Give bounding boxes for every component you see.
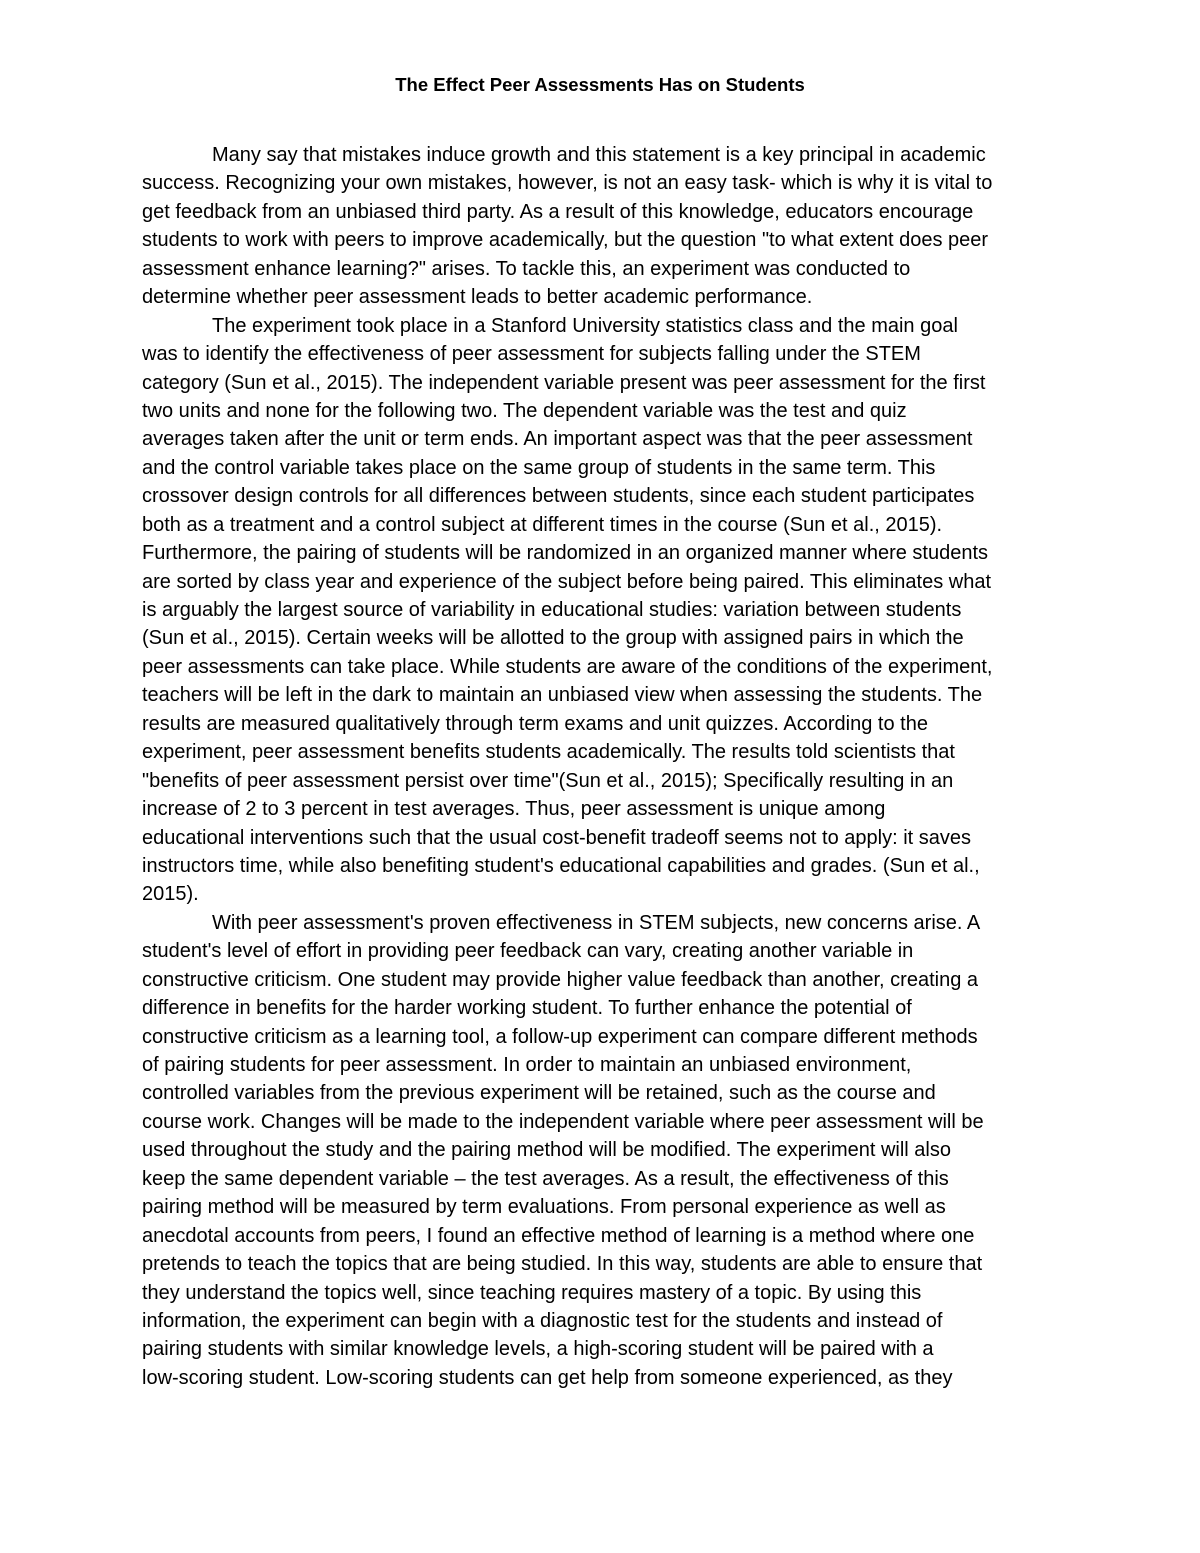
paragraph-1-line-4: students to work with peers to improve academically, but the question "to what extent does peer: [142, 229, 989, 252]
paragraph-3-line-17: low-scoring student. Low-scoring students can get help from someone experienced, as they: [142, 1366, 953, 1389]
paragraph-2-line-20: instructors time, while also benefiting student's educational capabilities and grades. (Sun et al.,: [142, 854, 980, 877]
paragraph-3-line-4: difference in benefits for the harder working student. To further enhance the potential of: [142, 997, 912, 1020]
paragraph-2-line-3: category (Sun et al., 2015). The independent variable present was peer assessment for the first: [142, 371, 986, 394]
paragraph-3-line-3: constructive criticism. One student may provide higher value feedback than another, creating a: [142, 968, 979, 991]
paragraph-3-line-11: pairing method will be measured by term evaluations. From personal experience as well as: [142, 1196, 946, 1219]
paragraph-1-line-6: determine whether peer assessment leads to better academic performance.: [142, 286, 813, 309]
paragraph-3-line-14: they understand the topics well, since teaching requires mastery of a topic. By using this: [142, 1281, 922, 1304]
paragraph-2-line-8: both as a treatment and a control subject at different times in the course (Sun et al., 2015).: [142, 513, 943, 536]
paragraph-3-line-13: pretends to teach the topics that are being studied. In this way, students are able to ensure that: [142, 1253, 983, 1276]
paragraph-2-line-13: peer assessments can take place. While students are aware of the conditions of the experiment,: [142, 655, 993, 678]
paragraph-1-line-2: success. Recognizing your own mistakes, however, is not an easy task- which is why it is vital to: [142, 172, 993, 195]
paragraph-2-line-15: results are measured qualitatively through term exams and unit quizzes. According to the: [142, 712, 928, 735]
paragraph-2-line-7: crossover design controls for all differences between students, since each student participates: [142, 485, 975, 508]
paragraph-2-line-12: (Sun et al., 2015). Certain weeks will be allotted to the group with assigned pairs in which the: [142, 627, 964, 650]
paragraph-3-line-2: student's level of effort in providing peer feedback can vary, creating another variable in: [142, 940, 914, 963]
paragraph-2-line-11: is arguably the largest source of variability in educational studies: variation between students: [142, 599, 962, 621]
paragraph-1-line-1: Many say that mistakes induce growth and this statement is a key principal in academic: [212, 144, 986, 166]
paragraph-3-line-9: used throughout the study and the pairing method will be modified. The experiment will also: [142, 1139, 951, 1162]
paragraph-2-line-5: averages taken after the unit or term ends. An important aspect was that the peer assessment: [142, 428, 973, 451]
paragraph-2-line-1: The experiment took place in a Stanford University statistics class and the main goal: [212, 314, 958, 337]
paragraph-3-line-16: pairing students with similar knowledge levels, a high-scoring student will be paired with a: [142, 1338, 934, 1361]
paragraph-3-line-7: controlled variables from the previous experiment will be retained, such as the course and: [142, 1082, 936, 1105]
paragraph-3-line-1: With peer assessment's proven effectiveness in STEM subjects, new concerns arise. A: [212, 911, 981, 934]
paragraph-2-line-6: and the control variable takes place on the same group of students in the same term. This: [142, 456, 936, 479]
paragraph-1-line-3: get feedback from an unbiased third party. As a result of this knowledge, educators encourage: [142, 200, 974, 223]
paragraph-2-line-4: two units and none for the following two. The dependent variable was the test and quiz: [142, 399, 907, 422]
paragraph-2-line-18: increase of 2 to 3 percent in test averages. Thus, peer assessment is unique among: [142, 798, 886, 821]
paragraph-2-line-19: educational interventions such that the usual cost-benefit tradeoff seems not to apply: it saves: [142, 826, 972, 849]
paragraph-1-line-5: assessment enhance learning?" arises. To tackle this, an experiment was conducted to: [142, 257, 911, 280]
paragraph-3-line-8: course work. Changes will be made to the independent variable where peer assessment will be: [142, 1110, 984, 1133]
paragraph-2-line-10: are sorted by class year and experience of the subject before being paired. This eliminates what: [142, 570, 992, 593]
paragraph-3-line-5: constructive criticism as a learning tool, a follow-up experiment can compare different methods: [142, 1025, 978, 1048]
paragraph-2-line-17: "benefits of peer assessment persist over time"(Sun et al., 2015); Specifically resulting in an: [142, 769, 954, 792]
paragraph-3-line-10: keep the same dependent variable – the test averages. As a result, the effectiveness of this: [142, 1167, 949, 1190]
document-body: [142, 141, 1062, 1392]
document-title: The Effect Peer Assessments Has on Students: [395, 74, 805, 95]
paragraph-2-line-14: teachers will be left in the dark to maintain an unbiased view when assessing the students. The: [142, 684, 983, 707]
paragraph-3-line-6: of pairing students for peer assessment. In order to maintain an unbiased environment,: [142, 1054, 912, 1076]
paragraph-2-line-21: 2015).: [142, 883, 199, 906]
paragraph-2-line-9: Furthermore, the pairing of students will be randomized in an organized manner where students: [142, 542, 989, 565]
paragraph-2-line-16: experiment, peer assessment benefits students academically. The results told scientists that: [142, 741, 955, 764]
paragraph-3-line-12: anecdotal accounts from peers, I found an effective method of learning is a method where one: [142, 1224, 975, 1247]
paragraph-2-line-2: was to identify the effectiveness of peer assessment for subjects falling under the STEM: [142, 343, 921, 366]
paragraph-3-line-15: information, the experiment can begin with a diagnostic test for the students and instead of: [142, 1309, 943, 1332]
